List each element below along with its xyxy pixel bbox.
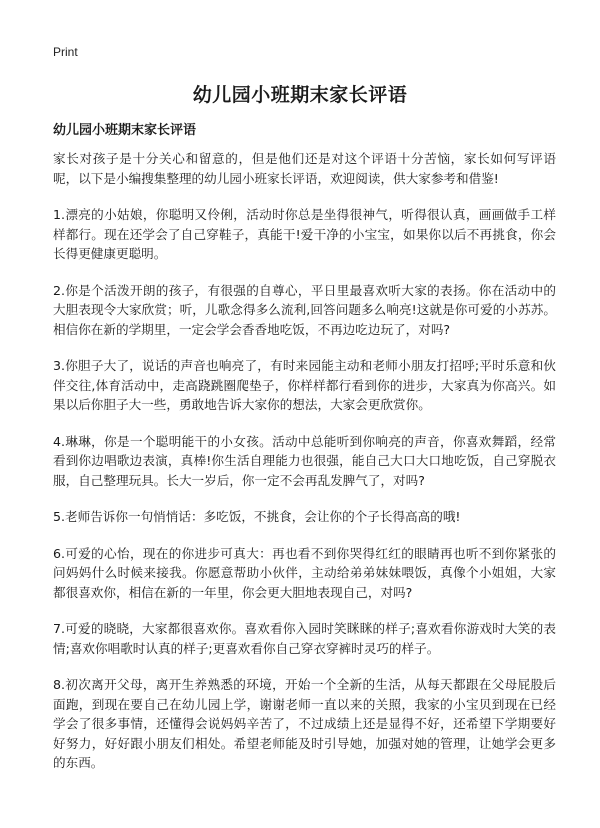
comment-paragraph-4: 4.琳琳，你是一个聪明能干的小女孩。活动中总能听到你响亮的声音，你喜欢舞蹈，经常看到你边唱歌边表演，真棒!你生活自理能力也很强，能自己大口大口地吃饭，自己穿脱衣服，自己整理玩具。长大一岁后，你一定不会再乱发脾气了，对吗? <box>53 433 556 488</box>
print-link[interactable]: Print <box>53 45 78 59</box>
comment-paragraph-2: 2.你是个活泼开朗的孩子，有很强的自尊心，平日里最喜欢听大家的表扬。你在活动中的大胆表现令大家欣赏；听，儿歌念得多么流利,回答问题多么响亮!这就是你可爱的小苏苏。相信你在新的学期里，一定会学会香香地吃饭，不再边吃边玩了，对吗? <box>53 282 556 337</box>
comment-paragraph-3: 3.你胆子大了，说话的声音也响亮了，有时来园能主动和老师小朋友打招呼;平时乐意和伙伴交往,体育活动中，走高跷跳圈爬垫子，你样样都行看到你的进步，大家真为你高兴。如果以后你胆子大一些，勇敢地告诉大家你的想法，大家会更欣赏你。 <box>53 358 556 412</box>
article-body <box>53 149 556 790</box>
comment-paragraph-8: 8.初次离开父母，离开生养熟悉的环境，开始一个全新的生活，从每天都跟在父母屁股后面跑，到现在要自己在幼儿园上学，谢谢老师一直以来的关照，我家的小宝贝到现在已经学会了很多事情，还懂得会说妈妈辛苦了，不过成绩上还是显得不好，还希望下学期要好好努力，好好跟小朋友们相处。希望老师能及时引导她，加强对她的管理，让她学会更多的东西。 <box>53 677 556 770</box>
comment-paragraph-6: 6.可爱的心怡，现在的你进步可真大：再也看不到你哭得红红的眼睛再也听不到你紧张的问妈妈什么时候来接我。你愿意帮助小伙伴，主动给弟弟妹妹喂饭，真像个小姐姐，大家都很喜欢你，相信在新的一年里，你会更大胆地表现自己，对吗? <box>53 545 556 600</box>
intro-paragraph: 家长对孩子是十分关心和留意的，但是他们还是对这个评语十分苦恼，家长如何写评语呢，以下是小编搜集整理的幼儿园小班家长评语，欢迎阅读，供大家参考和借鉴! <box>53 151 556 186</box>
comment-paragraph-1: 1.漂亮的小姑娘，你聪明又伶俐，活动时你总是坐得很神气，听得很认真，画画做手工样样都行。现在还学会了自己穿鞋子，真能干!爱干净的小宝宝，如果你以后不再挑食，你会长得更健康更聪明。 <box>53 207 556 261</box>
page-title: 幼儿园小班期末家长评语 <box>192 84 408 106</box>
article-subtitle: 幼儿园小班期末家长评语 <box>53 123 197 138</box>
comment-paragraph-5: 5.老师告诉你一句悄悄话：多吃饭，不挑食，会让你的个子长得高高的哦! <box>53 509 461 524</box>
comment-paragraph-7: 7.可爱的晓晓，大家都很喜欢你。喜欢看你入园时笑眯眯的样子;喜欢看你游戏时大笑的表情;喜欢你唱歌时认真的样子;更喜欢看你自己穿衣穿裤时灵巧的样子。 <box>53 621 556 656</box>
